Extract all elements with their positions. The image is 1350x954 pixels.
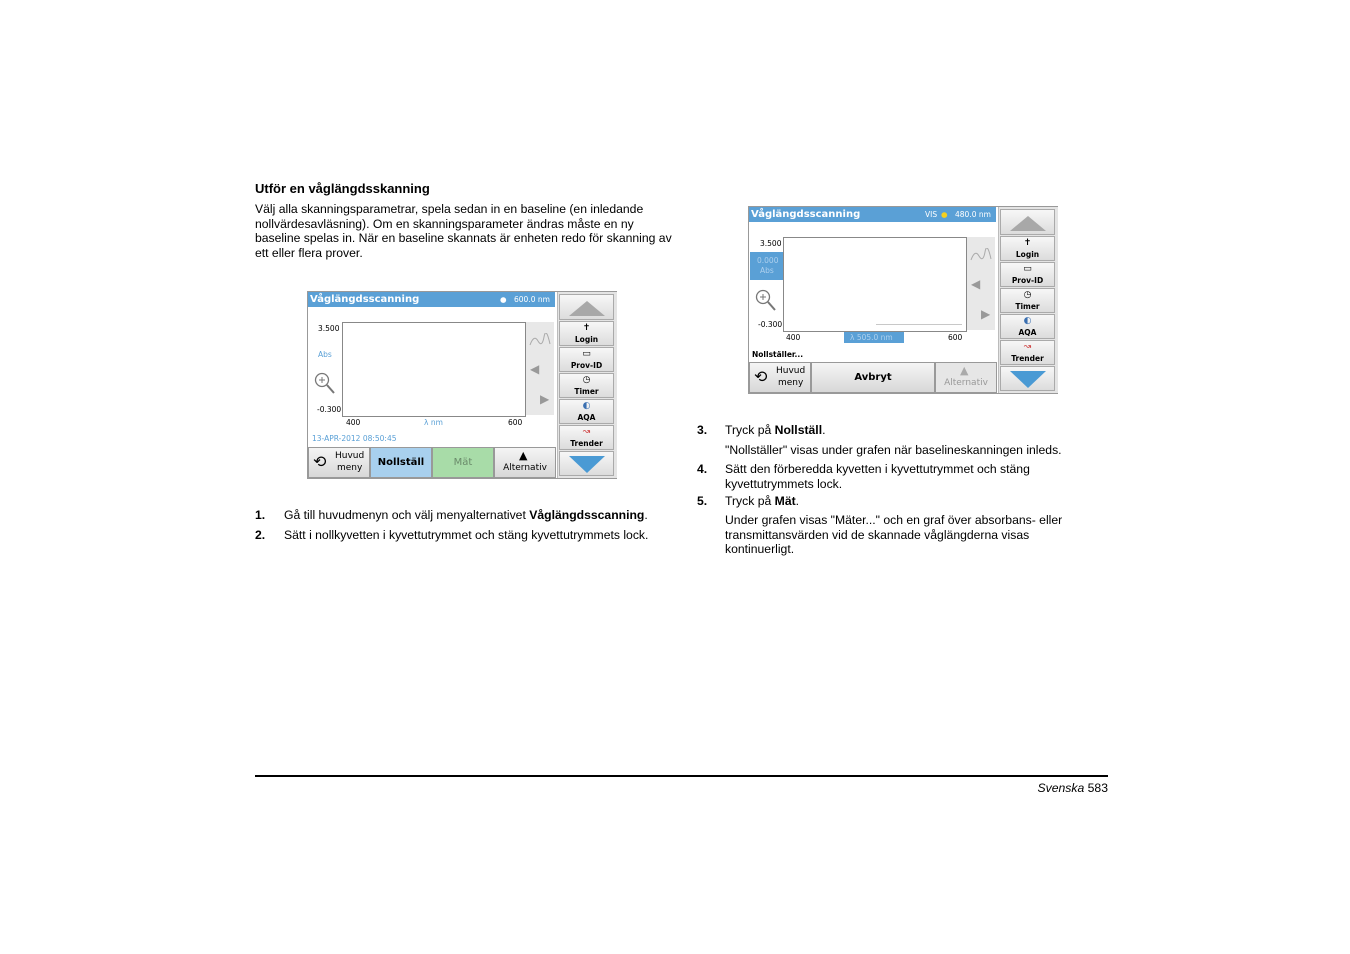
section-heading: Utför en våglängdsskanning xyxy=(255,181,430,196)
cursor-left-icon[interactable]: ◀ xyxy=(971,277,981,291)
status-text: Nollställer... xyxy=(752,350,804,359)
scroll-up-button[interactable] xyxy=(1000,209,1055,235)
aqa-icon: ◐ xyxy=(1023,316,1032,326)
triangle-up-icon: ▲ xyxy=(960,364,969,377)
zoom-icon[interactable] xyxy=(755,289,777,317)
footer-divider xyxy=(255,775,1108,777)
login-button[interactable]: ✝ Login xyxy=(559,321,614,346)
sample-id-button[interactable]: ▭ Prov-ID xyxy=(1000,262,1055,287)
x-axis-label: λ 505.0 nm xyxy=(850,333,893,342)
intro-paragraph: Välj alla skanningsparametrar, spela sedan in en baseline (en inledande nollvärdesavläsning). Om en skanningsparameter ändras måste en ny baseline spelas in. När en baseline skannats är enheten redo för skanning av ett eller flera prover. xyxy=(255,202,672,260)
lamp-icon: ● xyxy=(941,210,948,219)
sample-id-button[interactable]: ▭ Prov-ID xyxy=(559,347,614,372)
y-axis-top: 3.500 xyxy=(318,324,340,333)
cuvette-icon: ▭ xyxy=(1023,264,1032,274)
zoom-icon[interactable] xyxy=(314,372,336,400)
trends-button[interactable]: ↝ Trender xyxy=(559,425,614,450)
cursor-right-icon[interactable]: ▶ xyxy=(540,392,550,406)
screenshot-wavelength-scan-ready xyxy=(307,291,617,479)
step-5-note: Under grafen visas "Mäter..." och en graf över absorbans- eller transmittansvärden vid de skannade våglängderna visas kontinuerligt. xyxy=(725,513,1063,556)
cursor-right-icon[interactable]: ▶ xyxy=(981,307,991,321)
aqa-button[interactable]: ◐ AQA xyxy=(559,399,614,424)
scan-graph xyxy=(342,322,526,417)
y-axis-unit: Abs xyxy=(318,350,332,359)
screen-title-bar xyxy=(308,292,555,307)
login-button[interactable]: ✝ Login xyxy=(1000,236,1055,261)
aqa-button[interactable]: ◐ AQA xyxy=(1000,314,1055,339)
page-footer xyxy=(1038,781,1108,795)
timer-icon: ◷ xyxy=(582,375,591,385)
trend-chart-icon: ↝ xyxy=(582,427,591,437)
y-axis-unit: Abs xyxy=(760,266,774,275)
y-value: 0.000 xyxy=(757,256,779,265)
back-arrow-icon: ⟲ xyxy=(754,367,768,386)
curve-icon[interactable] xyxy=(970,247,992,266)
screenshot-wavelength-scan-zeroing xyxy=(748,206,1058,394)
timer-icon: ◷ xyxy=(1023,290,1032,300)
y-axis-top: 3.500 xyxy=(760,239,782,248)
scan-graph xyxy=(783,237,967,332)
wavelength-readout: 480.0 nm xyxy=(955,210,991,219)
x-axis-label: λ nm xyxy=(424,418,443,427)
zero-button[interactable]: Nollställ xyxy=(370,447,432,478)
scroll-up-button[interactable] xyxy=(559,294,614,320)
page-number: 583 xyxy=(1087,781,1108,795)
curve-icon[interactable] xyxy=(529,332,551,351)
aqa-icon: ◐ xyxy=(582,401,591,411)
scroll-down-button[interactable] xyxy=(559,451,614,476)
mode-label: VIS xyxy=(925,210,938,219)
x-axis-right: 600 xyxy=(948,333,963,342)
arrow-down-icon xyxy=(1010,371,1046,388)
cancel-button[interactable]: Avbryt xyxy=(811,362,935,393)
timer-button[interactable]: ◷ Timer xyxy=(559,373,614,398)
wavelength-readout: 600.0 nm xyxy=(514,295,550,304)
lamp-icon: ● xyxy=(500,295,507,304)
person-icon: ✝ xyxy=(582,323,591,333)
options-button[interactable]: ▲ Alternativ xyxy=(494,447,556,478)
screen-title: Våglängdsscanning xyxy=(751,209,861,220)
footer-language: Svenska xyxy=(1037,781,1085,795)
timer-button[interactable]: ◷ Timer xyxy=(1000,288,1055,313)
cuvette-icon: ▭ xyxy=(582,349,591,359)
options-button[interactable]: ▲ Alternativ xyxy=(935,362,997,393)
cursor-left-icon[interactable]: ◀ xyxy=(530,362,540,376)
arrow-up-icon xyxy=(569,301,605,316)
trend-chart-icon: ↝ xyxy=(1023,342,1032,352)
x-axis-right: 600 xyxy=(508,418,523,427)
arrow-up-icon xyxy=(1010,216,1046,231)
back-arrow-icon: ⟲ xyxy=(313,452,327,471)
triangle-up-icon: ▲ xyxy=(519,449,528,462)
scroll-down-button[interactable] xyxy=(1000,366,1055,391)
y-axis-bottom: -0.300 xyxy=(317,405,342,414)
x-axis-left: 400 xyxy=(786,333,801,342)
main-menu-button[interactable]: ⟲ Huvud meny xyxy=(749,362,811,393)
person-icon: ✝ xyxy=(1023,238,1032,248)
trends-button[interactable]: ↝ Trender xyxy=(1000,340,1055,365)
screen-title: Våglängdsscanning xyxy=(310,294,420,305)
y-axis-bottom: -0.300 xyxy=(758,320,783,329)
x-axis-left: 400 xyxy=(346,418,361,427)
datetime: 13-APR-2012 08:50:45 xyxy=(312,434,397,443)
read-button[interactable]: Mät xyxy=(432,447,494,478)
step-3-note: "Nollställer" visas under grafen när baselineskanningen inleds. xyxy=(725,443,1062,457)
arrow-down-icon xyxy=(569,456,605,473)
screen-title-bar xyxy=(749,207,996,222)
baseline-trace xyxy=(876,324,962,325)
main-menu-button[interactable]: ⟲ Huvud meny xyxy=(308,447,370,478)
